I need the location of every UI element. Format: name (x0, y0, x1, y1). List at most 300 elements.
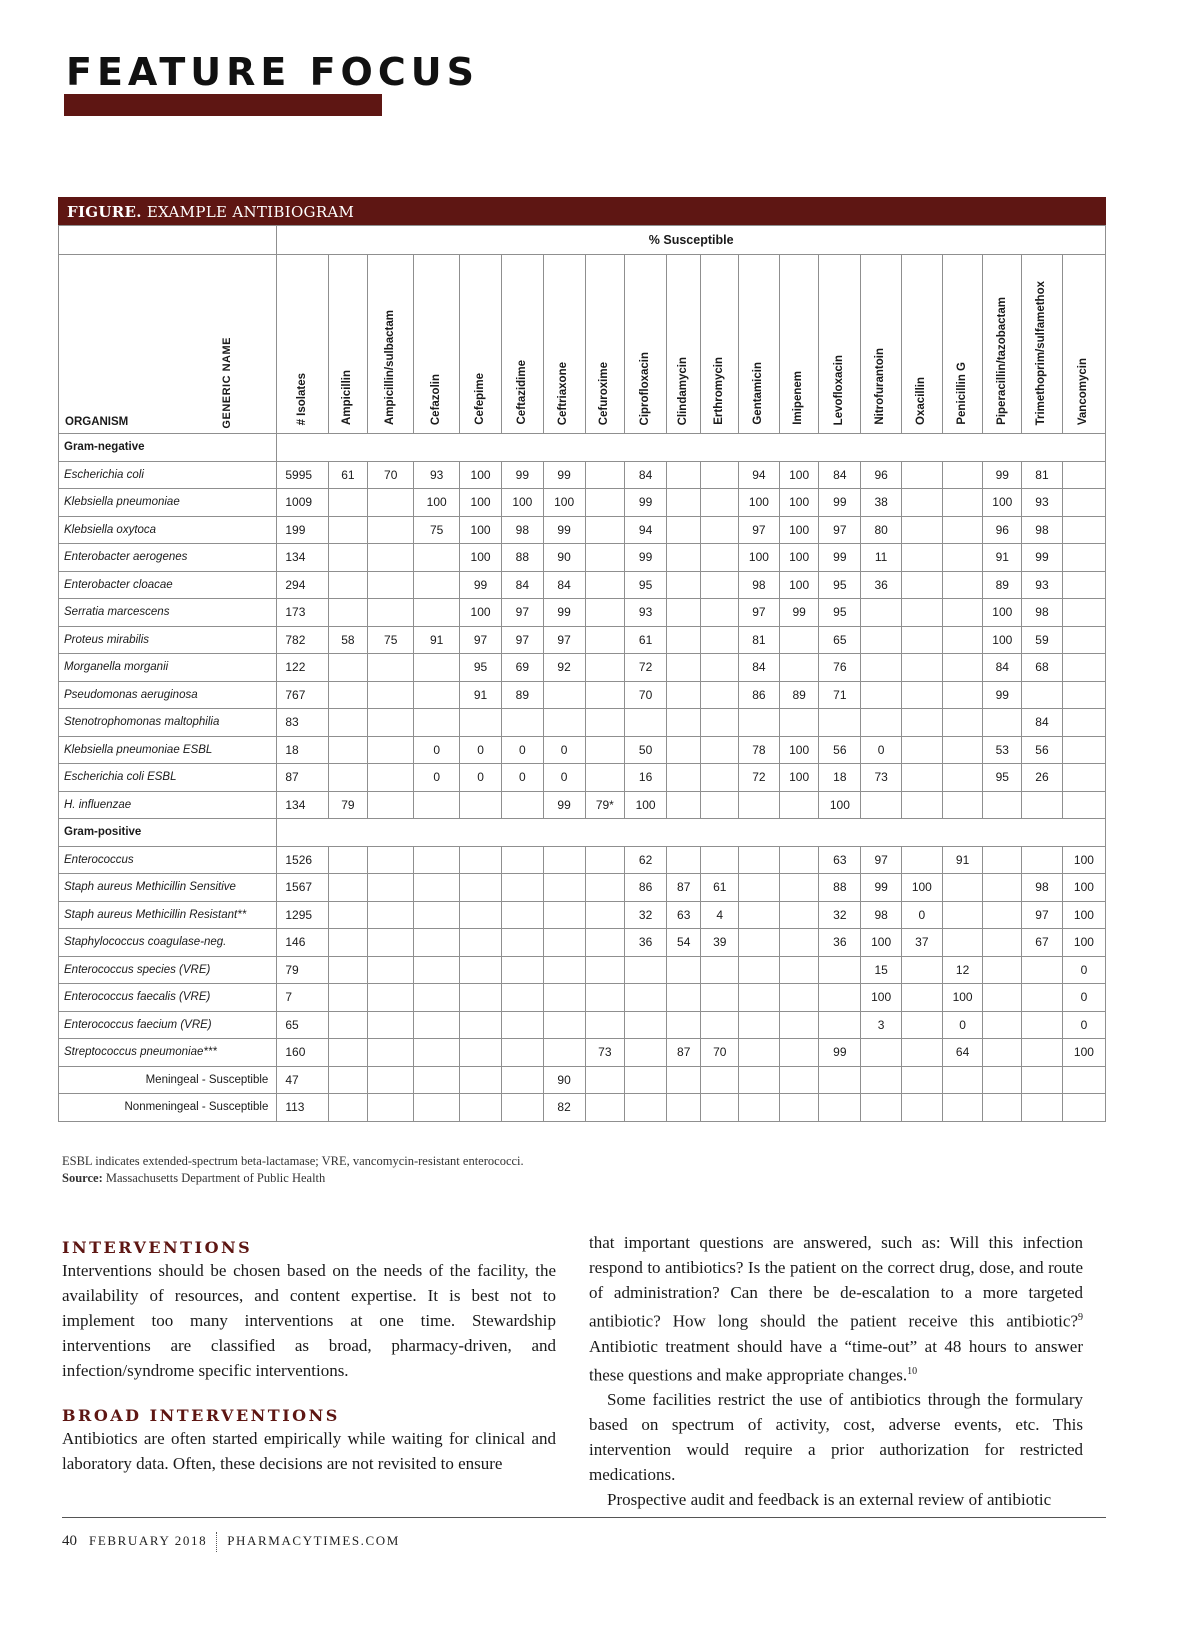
table-row (59, 489, 1106, 517)
susceptibility-cell (460, 846, 502, 874)
susceptibility-cell (1062, 626, 1105, 654)
susceptibility-cell (942, 599, 983, 627)
susceptibility-cell: 100 (460, 544, 502, 572)
susceptibility-cell (666, 516, 700, 544)
susceptibility-cell (739, 874, 780, 902)
susceptibility-cell (1062, 571, 1105, 599)
susceptibility-cell: 99 (983, 461, 1022, 489)
susceptibility-cell: 78 (739, 736, 780, 764)
susceptibility-cell (460, 874, 502, 902)
susceptibility-cell: 26 (1022, 764, 1063, 792)
susceptibility-cell (625, 1039, 667, 1067)
organism-name: Enterococcus species (VRE) (59, 956, 277, 984)
column-header (585, 255, 625, 434)
susceptibility-cell: 95 (460, 654, 502, 682)
susceptibility-cell (666, 956, 700, 984)
susceptibility-cell: 98 (1022, 599, 1063, 627)
susceptibility-cell (414, 1039, 460, 1067)
susceptibility-cell (625, 709, 667, 737)
susceptibility-cell (666, 736, 700, 764)
susceptibility-cell (861, 791, 902, 819)
susceptibility-cell (942, 626, 983, 654)
susceptibility-cell (942, 516, 983, 544)
susceptibility-cell (625, 1094, 667, 1122)
susceptibility-cell (901, 461, 942, 489)
susceptible-header: % Susceptible (277, 226, 1106, 255)
source-label: Source: (62, 1171, 103, 1185)
susceptibility-cell (942, 736, 983, 764)
organism-label: ORGANISM (65, 416, 129, 428)
susceptibility-cell (983, 791, 1022, 819)
susceptibility-cell: 82 (543, 1094, 585, 1122)
susceptibility-cell: 0 (861, 736, 902, 764)
isolates-cell: 199 (277, 516, 328, 544)
susceptibility-cell: 75 (368, 626, 414, 654)
susceptibility-cell (328, 901, 368, 929)
susceptibility-cell (460, 1039, 502, 1067)
susceptibility-cell (819, 709, 861, 737)
susceptibility-cell (460, 1066, 502, 1094)
susceptibility-cell (501, 984, 543, 1012)
susceptibility-cell (701, 791, 739, 819)
susceptibility-cell: 99 (543, 461, 585, 489)
column-header-label: Penicillin G (955, 362, 968, 425)
susceptibility-cell (861, 626, 902, 654)
susceptibility-cell (414, 571, 460, 599)
organism-name: H. influenzae (59, 791, 277, 819)
susceptibility-cell: 100 (861, 929, 902, 957)
susceptibility-cell (460, 1011, 502, 1039)
susceptibility-cell (901, 516, 942, 544)
footer-separator (216, 1532, 218, 1552)
susceptibility-cell: 90 (543, 1066, 585, 1094)
organism-name: Proteus mirabilis (59, 626, 277, 654)
interventions-paragraph: Interventions should be chosen based on the needs of the facility, the availability of resources, and content expertise. It is best not to implement too many interventions at one time. Stewardship interventions are classified as broad, pharmacy-driven, and infection/syndrome specific interventions. (62, 1261, 556, 1380)
susceptibility-cell: 98 (1022, 874, 1063, 902)
susceptibility-cell: 81 (739, 626, 780, 654)
source-note (62, 1170, 524, 1187)
susceptibility-cell: 100 (779, 736, 819, 764)
susceptibility-cell (501, 709, 543, 737)
susceptibility-cell (739, 846, 780, 874)
susceptibility-cell (368, 1011, 414, 1039)
susceptibility-cell (666, 1094, 700, 1122)
susceptibility-cell (368, 571, 414, 599)
susceptibility-cell: 98 (861, 901, 902, 929)
susceptibility-cell: 79 (328, 791, 368, 819)
susceptibility-cell (666, 654, 700, 682)
susceptibility-cell (1022, 1039, 1063, 1067)
susceptibility-cell (585, 956, 625, 984)
susceptibility-cell: 18 (819, 764, 861, 792)
susceptibility-cell (942, 461, 983, 489)
susceptibility-cell: 91 (414, 626, 460, 654)
susceptibility-cell (666, 764, 700, 792)
column-header-label: Nitrofurantoin (874, 348, 887, 425)
susceptibility-cell (414, 901, 460, 929)
susceptibility-cell: 61 (701, 874, 739, 902)
susceptibility-cell (585, 681, 625, 709)
susceptibility-cell (901, 791, 942, 819)
susceptibility-cell: 98 (739, 571, 780, 599)
susceptibility-cell (1062, 736, 1105, 764)
table-row (59, 1066, 1106, 1094)
table-row (59, 874, 1106, 902)
organism-name: Enterococcus faecium (VRE) (59, 1011, 277, 1039)
susceptibility-cell: 100 (983, 489, 1022, 517)
susceptibility-cell: 93 (625, 599, 667, 627)
susceptibility-cell: 100 (819, 791, 861, 819)
susceptibility-cell (701, 709, 739, 737)
susceptibility-cell (1062, 516, 1105, 544)
susceptibility-cell (1062, 709, 1105, 737)
figure-footnote (62, 1153, 524, 1187)
susceptibility-cell (666, 571, 700, 599)
footer-rule (62, 1517, 1106, 1518)
susceptibility-cell (942, 571, 983, 599)
group-spacer (277, 434, 1106, 462)
susceptibility-cell (901, 489, 942, 517)
susceptibility-cell: 61 (328, 461, 368, 489)
susceptibility-cell (328, 681, 368, 709)
susceptibility-cell (701, 1066, 739, 1094)
article-right-column (589, 1230, 1083, 1512)
isolates-cell: 294 (277, 571, 328, 599)
susceptibility-cell (1062, 461, 1105, 489)
group-row (59, 434, 1106, 462)
susceptibility-cell (585, 571, 625, 599)
organism-name: Enterobacter aerogenes (59, 544, 277, 572)
susceptibility-cell (368, 846, 414, 874)
susceptibility-cell: 56 (819, 736, 861, 764)
susceptibility-cell (460, 929, 502, 957)
susceptibility-cell (942, 709, 983, 737)
susceptibility-cell: 0 (1062, 956, 1105, 984)
susceptibility-cell: 67 (1022, 929, 1063, 957)
susceptibility-cell: 0 (460, 736, 502, 764)
susceptibility-cell (942, 1066, 983, 1094)
susceptibility-cell (666, 1066, 700, 1094)
susceptibility-cell (701, 516, 739, 544)
isolates-cell: 122 (277, 654, 328, 682)
susceptibility-cell (701, 681, 739, 709)
column-header-label: Ceftazidime (515, 360, 528, 425)
susceptibility-cell: 97 (543, 626, 585, 654)
column-header (666, 255, 700, 434)
column-header (942, 255, 983, 434)
susceptibility-cell (368, 654, 414, 682)
susceptibility-cell (901, 544, 942, 572)
organism-name: Pseudomonas aeruginosa (59, 681, 277, 709)
right-paragraph-3: Prospective audit and feedback is an external review of antibiotic (607, 1490, 1052, 1510)
susceptibility-cell (861, 1094, 902, 1122)
susceptibility-cell: 70 (625, 681, 667, 709)
susceptibility-cell: 99 (861, 874, 902, 902)
susceptibility-cell: 84 (983, 654, 1022, 682)
susceptibility-cell: 63 (819, 846, 861, 874)
susceptibility-cell (501, 1011, 543, 1039)
susceptibility-cell: 94 (625, 516, 667, 544)
susceptibility-cell: 72 (625, 654, 667, 682)
isolates-cell: 65 (277, 1011, 328, 1039)
susceptibility-cell (625, 1066, 667, 1094)
table-row (59, 901, 1106, 929)
section-title: FEATURE FOCUS (66, 50, 479, 94)
susceptibility-cell: 91 (460, 681, 502, 709)
susceptibility-cell (368, 681, 414, 709)
antibiogram-figure (58, 197, 1106, 1122)
column-header-label: Cefepime (473, 373, 486, 425)
table-row (59, 1039, 1106, 1067)
table-row (59, 461, 1106, 489)
column-header (1022, 255, 1063, 434)
organism-name: Klebsiella oxytoca (59, 516, 277, 544)
susceptibility-cell: 81 (1022, 461, 1063, 489)
susceptibility-cell (779, 846, 819, 874)
table-row (59, 544, 1106, 572)
column-header-label: Clindamycin (676, 356, 689, 425)
susceptibility-cell: 84 (543, 571, 585, 599)
column-header-label: Cefuroxime (598, 361, 611, 425)
susceptibility-cell (819, 984, 861, 1012)
susceptibility-cell: 99 (779, 599, 819, 627)
susceptibility-cell (901, 654, 942, 682)
susceptibility-cell (942, 654, 983, 682)
susceptibility-cell (779, 709, 819, 737)
susceptibility-cell (942, 764, 983, 792)
susceptibility-cell (666, 846, 700, 874)
susceptibility-cell (585, 1066, 625, 1094)
table-row (59, 626, 1106, 654)
susceptibility-cell: 79* (585, 791, 625, 819)
susceptibility-cell (983, 709, 1022, 737)
susceptibility-cell: 100 (1062, 846, 1105, 874)
organism-name: Nonmeningeal - Susceptible (59, 1094, 277, 1122)
susceptibility-cell: 3 (861, 1011, 902, 1039)
column-header-label: Piperacillin/tazobactam (995, 297, 1008, 425)
susceptibility-cell (414, 956, 460, 984)
group-label: Gram-positive (59, 819, 277, 847)
table-row (59, 764, 1106, 792)
column-header-label: Ampicillin/sulbactam (383, 309, 396, 425)
isolates-cell: 160 (277, 1039, 328, 1067)
susceptibility-cell: 0 (501, 764, 543, 792)
susceptibility-cell (701, 571, 739, 599)
susceptibility-cell: 95 (819, 571, 861, 599)
susceptibility-cell (666, 791, 700, 819)
susceptibility-cell: 97 (819, 516, 861, 544)
susceptibility-cell: 86 (625, 874, 667, 902)
susceptibility-cell (861, 1066, 902, 1094)
isolates-cell: 767 (277, 681, 328, 709)
susceptibility-cell (414, 791, 460, 819)
column-header-label: Erthromycin (712, 357, 725, 425)
susceptibility-cell (701, 654, 739, 682)
susceptibility-cell (666, 709, 700, 737)
susceptibility-cell: 0 (1062, 984, 1105, 1012)
organism-name: Staph aureus Methicillin Resistant** (59, 901, 277, 929)
susceptibility-cell: 95 (983, 764, 1022, 792)
susceptibility-cell (861, 709, 902, 737)
susceptibility-cell (328, 1066, 368, 1094)
susceptibility-cell: 100 (779, 461, 819, 489)
susceptibility-cell (585, 846, 625, 874)
table-row (59, 1094, 1106, 1122)
susceptibility-cell (666, 544, 700, 572)
susceptibility-cell (328, 654, 368, 682)
susceptibility-cell (328, 709, 368, 737)
susceptibility-cell (543, 846, 585, 874)
susceptibility-cell: 97 (861, 846, 902, 874)
organism-name: Meningeal - Susceptible (59, 1066, 277, 1094)
susceptibility-cell: 0 (460, 764, 502, 792)
susceptibility-cell: 97 (1022, 901, 1063, 929)
group-row (59, 819, 1106, 847)
column-header-label: Gentamicin (752, 362, 765, 425)
susceptibility-cell (368, 791, 414, 819)
susceptibility-cell (942, 901, 983, 929)
susceptibility-cell: 99 (625, 544, 667, 572)
susceptibility-cell: 96 (861, 461, 902, 489)
susceptibility-cell: 97 (739, 516, 780, 544)
susceptibility-cell (543, 709, 585, 737)
susceptibility-cell (328, 516, 368, 544)
table-row (59, 846, 1106, 874)
susceptibility-cell: 54 (666, 929, 700, 957)
right-paragraph-1 (589, 1230, 1083, 1387)
susceptibility-cell (901, 681, 942, 709)
susceptibility-cell: 99 (501, 461, 543, 489)
figure-title: EXAMPLE ANTIBIOGRAM (146, 203, 355, 221)
susceptibility-cell (328, 956, 368, 984)
susceptibility-cell (901, 709, 942, 737)
interventions-heading: INTERVENTIONS (62, 1238, 253, 1257)
susceptibility-cell (901, 1039, 942, 1067)
susceptibility-cell (585, 654, 625, 682)
susceptibility-cell: 75 (414, 516, 460, 544)
susceptibility-cell: 97 (739, 599, 780, 627)
isolates-cell: 79 (277, 956, 328, 984)
susceptibility-cell (666, 626, 700, 654)
table-row (59, 516, 1106, 544)
susceptibility-cell (942, 791, 983, 819)
susceptibility-cell (779, 984, 819, 1012)
susceptibility-cell: 36 (861, 571, 902, 599)
susceptibility-cell: 100 (779, 544, 819, 572)
susceptibility-cell: 100 (779, 489, 819, 517)
organism-name: Escherichia coli ESBL (59, 764, 277, 792)
section-title-bar (64, 94, 382, 116)
antibiogram-table (58, 225, 1106, 1122)
susceptibility-cell (460, 709, 502, 737)
organism-name: Staphylococcus coagulase-neg. (59, 929, 277, 957)
susceptibility-cell (901, 956, 942, 984)
susceptibility-cell: 99 (819, 1039, 861, 1067)
susceptibility-cell (414, 984, 460, 1012)
organism-name: Stenotrophomonas maltophilia (59, 709, 277, 737)
susceptibility-cell (1062, 791, 1105, 819)
susceptibility-cell (666, 489, 700, 517)
isolates-cell: 18 (277, 736, 328, 764)
column-header (819, 255, 861, 434)
table-row (59, 571, 1106, 599)
susceptibility-cell (543, 1039, 585, 1067)
organism-name: Enterococcus faecalis (VRE) (59, 984, 277, 1012)
susceptibility-cell: 64 (942, 1039, 983, 1067)
susceptibility-cell (368, 984, 414, 1012)
organism-name: Enterococcus (59, 846, 277, 874)
susceptibility-cell (414, 1011, 460, 1039)
issue-date: FEBRUARY 2018 (89, 1532, 208, 1548)
susceptibility-cell (942, 489, 983, 517)
susceptibility-cell (701, 544, 739, 572)
susceptibility-cell: 56 (1022, 736, 1063, 764)
susceptibility-cell (701, 626, 739, 654)
susceptibility-cell: 84 (625, 461, 667, 489)
susceptibility-cell: 99 (543, 791, 585, 819)
isolates-cell: 173 (277, 599, 328, 627)
susceptibility-cell (460, 791, 502, 819)
susceptibility-cell (739, 1066, 780, 1094)
susceptibility-cell (861, 599, 902, 627)
susceptibility-cell (368, 1066, 414, 1094)
susceptibility-cell (1062, 489, 1105, 517)
column-header (460, 255, 502, 434)
isolates-cell: 87 (277, 764, 328, 792)
susceptibility-cell (779, 874, 819, 902)
organism-name: Klebsiella pneumoniae ESBL (59, 736, 277, 764)
group-spacer (277, 819, 1106, 847)
susceptibility-cell (328, 571, 368, 599)
susceptibility-cell (460, 956, 502, 984)
susceptibility-cell (901, 764, 942, 792)
susceptibility-cell (983, 929, 1022, 957)
table-row (59, 736, 1106, 764)
susceptibility-cell (819, 1011, 861, 1039)
susceptibility-cell: 96 (983, 516, 1022, 544)
susceptibility-cell: 0 (501, 736, 543, 764)
susceptibility-cell: 99 (819, 489, 861, 517)
column-header-label: Ceftriaxone (557, 361, 570, 425)
susceptibility-cell (779, 791, 819, 819)
susceptibility-cell (942, 1094, 983, 1122)
column-header-label: Oxacillin (915, 377, 928, 425)
table-row (59, 681, 1106, 709)
susceptibility-cell (414, 544, 460, 572)
susceptibility-cell (585, 984, 625, 1012)
susceptibility-cell (543, 901, 585, 929)
column-header (277, 255, 328, 434)
isolates-cell: 5995 (277, 461, 328, 489)
susceptibility-cell (1062, 654, 1105, 682)
susceptibility-cell (942, 544, 983, 572)
susceptibility-cell: 0 (942, 1011, 983, 1039)
broad-interventions-heading: BROAD INTERVENTIONS (62, 1406, 340, 1425)
article-left-column (62, 1238, 556, 1476)
susceptibility-cell (501, 1094, 543, 1122)
susceptibility-cell (819, 1094, 861, 1122)
susceptibility-cell: 90 (543, 544, 585, 572)
susceptibility-cell: 80 (861, 516, 902, 544)
susceptibility-cell: 84 (739, 654, 780, 682)
susceptibility-cell (328, 846, 368, 874)
table-row (59, 599, 1106, 627)
susceptibility-cell (739, 709, 780, 737)
susceptibility-cell: 39 (701, 929, 739, 957)
susceptibility-cell (328, 544, 368, 572)
susceptibility-cell: 76 (819, 654, 861, 682)
susceptibility-cell (701, 764, 739, 792)
